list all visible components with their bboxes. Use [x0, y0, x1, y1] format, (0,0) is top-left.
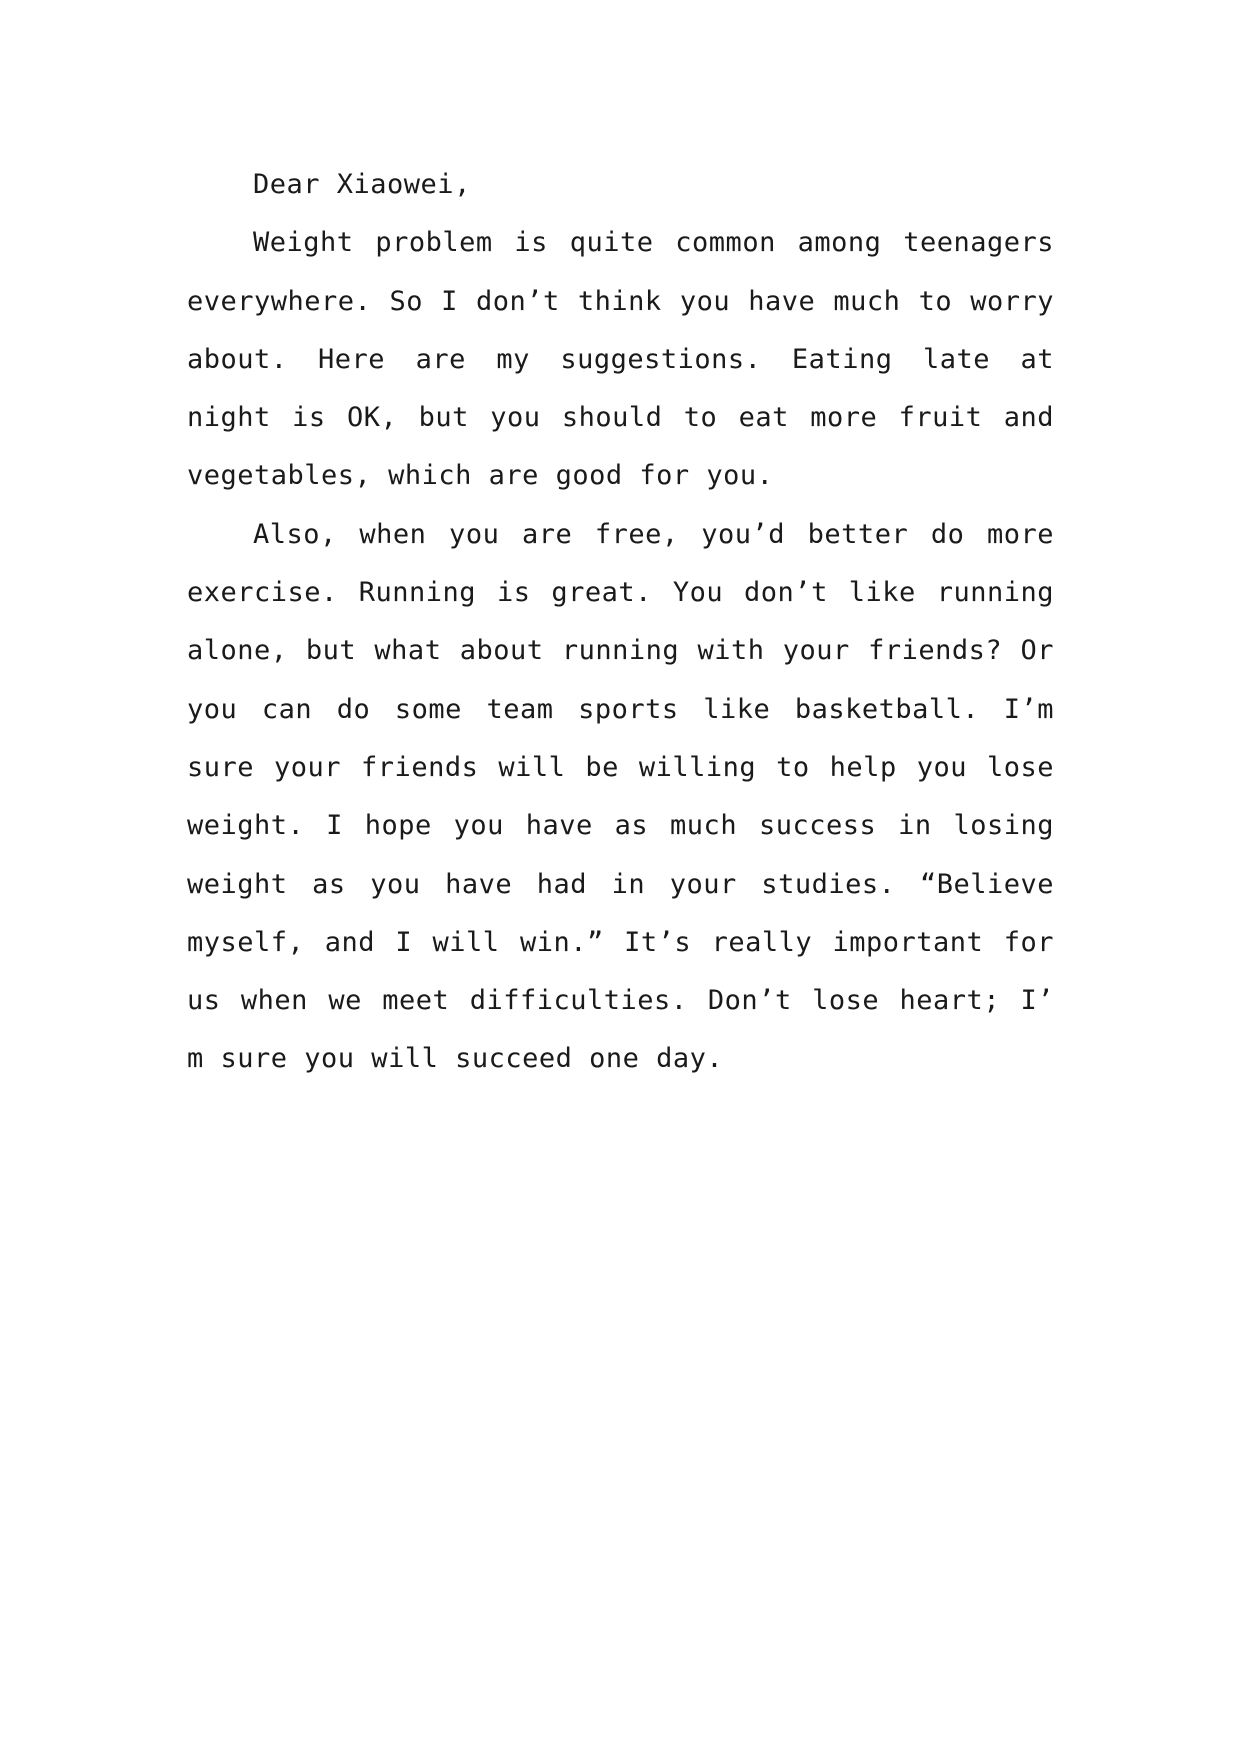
salutation: Dear Xiaowei, [253, 169, 471, 200]
paragraph-line: everywhere. So I don’t think you have much to worry [187, 285, 1054, 317]
paragraph-line: weight. I hope you have as much success in losing [187, 810, 1054, 842]
paragraph-line: myself, and I will win.” It’s really important for [187, 926, 1054, 958]
paragraph-line: weight as you have had in your studies. “Believe [187, 868, 1054, 900]
paragraph-line: about. Here are my suggestions. Eating late at [187, 343, 1054, 375]
paragraph-line: m sure you will succeed one day. [187, 1043, 724, 1075]
paragraph-1 [187, 214, 1054, 505]
paragraph-line: night is OK, but you should to eat more fruit and [187, 402, 1054, 434]
paragraph-line: exercise. Running is great. You don’t like running [187, 577, 1054, 609]
paragraph-line: sure your friends will be willing to help you lose [187, 751, 1054, 783]
paragraph-line: you can do some team sports like basketball. I’m [187, 693, 1054, 725]
paragraph-line: Weight problem is quite common among teenagers [253, 227, 1054, 259]
paragraph-line: alone, but what about running with your friends? Or [187, 635, 1054, 667]
paragraph-line: us when we meet difficulties. Don’t lose heart; I’ [187, 985, 1054, 1017]
paragraph-line: Also, when you are free, you’d better do more [253, 518, 1054, 550]
paragraph-line: vegetables, which are good for you. [187, 460, 774, 492]
paragraph-2 [187, 506, 1054, 1089]
letter-body [187, 156, 1054, 1089]
